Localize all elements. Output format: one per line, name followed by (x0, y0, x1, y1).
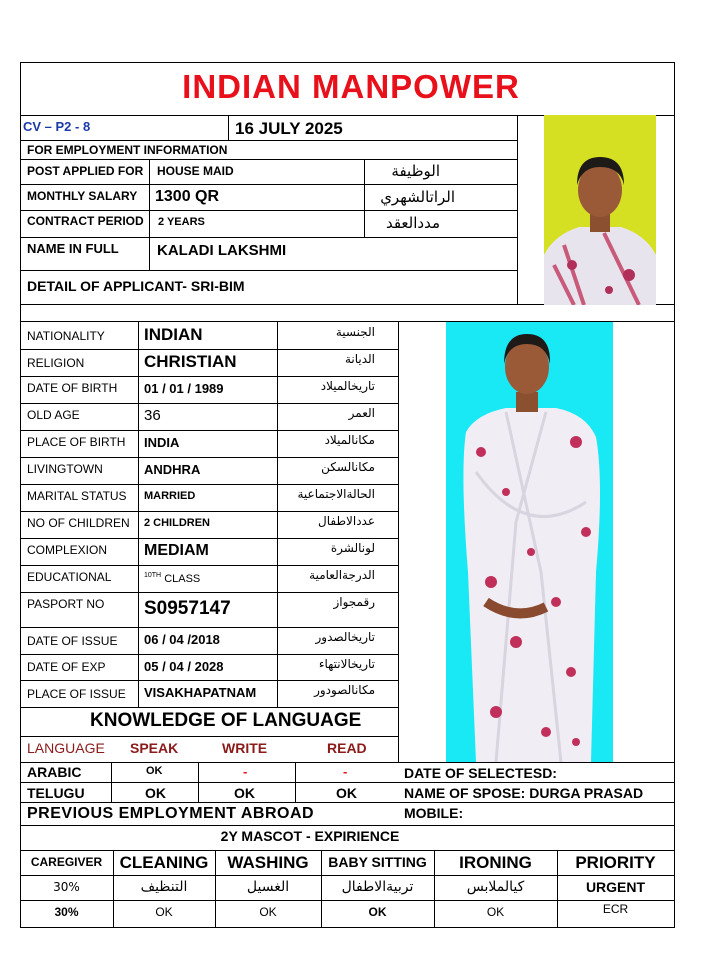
detail-value-date-of-issue: 06 / 04 /2018 (144, 632, 220, 647)
detail-arabic-livingtown: مكانالسكن (321, 460, 375, 474)
detail-label-nationality: NATIONALITY (27, 329, 105, 343)
detail-value-pasport-no: S0957147 (144, 598, 231, 619)
detail-arabic-date-of-issue: تاريخالصدور (315, 630, 375, 644)
skill-value-washing: OK (259, 905, 277, 919)
skill-arabic-priority: URGENT (585, 879, 646, 895)
detail-arabic-pasport-no: رقمجواز (333, 595, 375, 609)
detail-label-pasport-no: PASPORT NO (27, 597, 105, 611)
detail-arabic-date-of-exp: تاريخالانتهاء (318, 657, 375, 671)
contract-label: CONTRACT PERIOD (27, 214, 144, 228)
page-title: INDIAN MANPOWER (182, 68, 520, 105)
detail-arabic-educational: الدرجةالعامية (309, 568, 375, 582)
detail-value-place-of-issue: VISAKHAPATNAM (144, 685, 257, 700)
detail-label-marital-status: MARITAL STATUS (27, 489, 127, 503)
lang-arabic-read: - (343, 764, 348, 779)
skill-value-cleaning: OK (155, 905, 173, 919)
contract-value: 2 YEARS (158, 216, 205, 228)
detail-label-no-of-children: NO OF CHILDREN (27, 516, 130, 530)
detail-label-educational: EDUCATIONAL (27, 570, 112, 584)
detail-label-old-age: OLD AGE (27, 408, 80, 422)
skill-value-ironing: OK (486, 905, 505, 919)
skill-header-priority: PRIORITY (575, 852, 656, 872)
applicant-portrait-photo (544, 115, 656, 305)
detail-arabic-complexion: لونالشرة (330, 541, 375, 555)
post-value: HOUSE MAID (157, 164, 234, 178)
detail-value-marital-status: MARRIED (144, 490, 196, 502)
detail-label-livingtown: LIVINGTOWN (27, 462, 103, 476)
mobile: MOBILE: (404, 805, 464, 821)
detail-value-livingtown: ANDHRA (144, 462, 201, 477)
contract-arabic: مددالعقد (385, 214, 440, 232)
date-of-selected: DATE OF SELECTESD: (404, 765, 557, 781)
detail-value-date-of-exp: 05 / 04 / 2028 (144, 658, 224, 674)
detail-label-place-of-birth: PLACE OF BIRTH (27, 435, 126, 449)
education-value: CLASS (164, 573, 201, 585)
name-label: NAME IN FULL (27, 241, 119, 256)
skill-value-baby-sitting: OK (368, 905, 387, 919)
detail-label-date-of-birth: DATE OF BIRTH (27, 381, 118, 395)
detail-value-old-age: 36 (144, 407, 161, 424)
skill-arabic-cleaning: التنظيف (140, 879, 188, 895)
detail-value-no-of-children: 2 CHILDREN (144, 517, 211, 529)
skill-value-priority: ECR (602, 902, 629, 916)
lang-telugu-speak: OK (145, 785, 166, 801)
lang-arabic-write: - (243, 764, 248, 779)
salary-arabic: الراتالشهري (380, 188, 455, 206)
detail-arabic-religion: الديانة (344, 352, 375, 366)
lang-col-speak: SPEAK (130, 740, 179, 756)
skill-header-cleaning: CLEANING (119, 852, 209, 872)
detail-arabic-marital-status: الحالةالاجتماعية (297, 487, 375, 501)
cv-code: CV – P2 - 8 (23, 119, 91, 134)
language-heading: KNOWLEDGE OF LANGUAGE (90, 710, 362, 731)
lang-row-arabic: ARABIC (27, 764, 82, 780)
lang-col-write: WRITE (222, 740, 268, 756)
skill-header-caregiver: CAREGIVER (30, 855, 103, 869)
detail-label-complexion: COMPLEXION (27, 543, 108, 557)
experience: 2Y MASCOT - EXPIRIENCE (220, 828, 400, 844)
detail-value-complexion: MEDIAM (144, 541, 209, 559)
detail-label-date-of-exp: DATE OF EXP (27, 660, 106, 674)
education-superscript: 10TH (144, 572, 162, 579)
skill-header-washing: WASHING (227, 852, 309, 872)
detail-arabic-place-of-birth: مكانالميلاد (324, 433, 375, 447)
salary-value: 1300 QR (155, 188, 220, 205)
name-value: KALADI LAKSHMI (157, 242, 287, 259)
skill-header-baby-sitting: BABY SITTING (328, 854, 427, 870)
detail-arabic-place-of-issue: مكانالصودور (314, 683, 375, 697)
skill-arabic-washing: الغسيل (246, 879, 290, 895)
lang-col-language: LANGUAGE (27, 740, 105, 756)
post-label: POST APPLIED FOR (27, 164, 144, 178)
detail-value-date-of-birth: 01 / 01 / 1989 (144, 381, 224, 396)
detail-label-religion: RELIGION (27, 356, 85, 370)
previous-employment-heading: PREVIOUS EMPLOYMENT ABROAD (27, 805, 315, 822)
skill-arabic-ironing: كيالملابس (466, 879, 525, 895)
applicant-full-photo (446, 322, 613, 762)
section-label: FOR EMPLOYMENT INFORMATION (27, 143, 228, 157)
lang-col-read: READ (327, 740, 367, 756)
detail-label-place-of-issue: PLACE OF ISSUE (27, 687, 126, 701)
lang-arabic-speak: OK (146, 765, 163, 777)
lang-telugu-read: OK (336, 785, 357, 801)
detail-arabic-nationality: الجنسية (335, 325, 375, 339)
skill-header-ironing: IRONING (459, 852, 532, 872)
lang-row-telugu: TELUGU (27, 785, 85, 801)
post-arabic: الوظيفة (391, 162, 440, 180)
spouse-name: NAME OF SPOSE: DURGA PRASAD (404, 785, 644, 801)
detail-label-date-of-issue: DATE OF ISSUE (27, 634, 118, 648)
lang-telugu-write: OK (234, 785, 255, 801)
detail-value-religion: CHRISTIAN (144, 352, 237, 371)
document-date: 16 JULY 2025 (235, 119, 343, 138)
detail-value-nationality: INDIAN (144, 325, 203, 344)
detail-value-educational (144, 572, 200, 585)
detail-value-place-of-birth: INDIA (144, 435, 180, 450)
detail-label: DETAIL OF APPLICANT- SRI-BIM (27, 278, 245, 294)
skill-value-caregiver: 30% (54, 905, 79, 919)
detail-arabic-old-age: العمر (348, 406, 375, 420)
skill-arabic-baby-sitting: تربيةالاطفال (341, 879, 414, 895)
skill-arabic-caregiver: 30% (53, 880, 80, 894)
detail-arabic-no-of-children: عددالاطفال (318, 514, 375, 528)
salary-label: MONTHLY SALARY (27, 189, 138, 203)
detail-arabic-date-of-birth: تاريخالميلاد (320, 379, 375, 393)
